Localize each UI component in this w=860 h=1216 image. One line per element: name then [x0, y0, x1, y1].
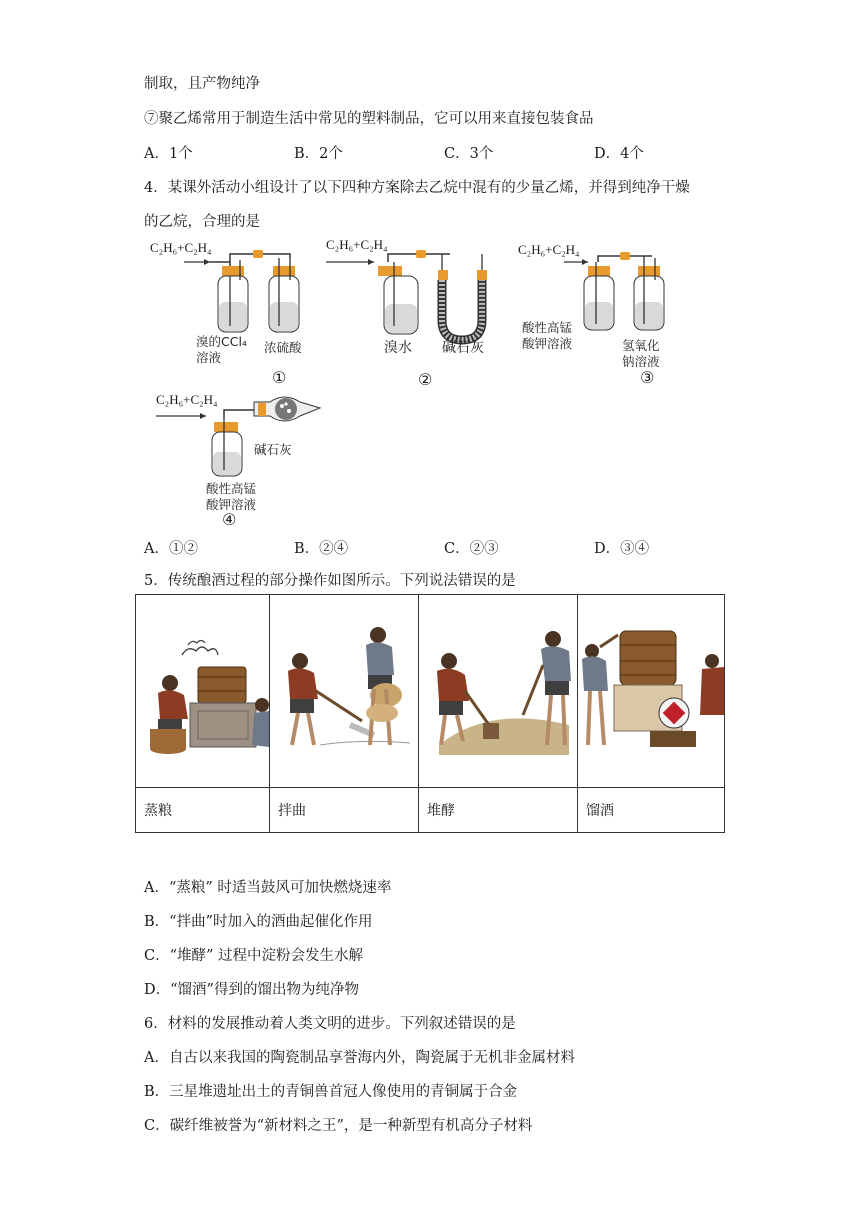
brewing-process-table	[135, 594, 725, 833]
q3-option-d[interactable]: D．4个	[594, 146, 644, 162]
caption-distilling: 馏酒	[578, 788, 725, 833]
gas-formula: C₂H₆+C₂H₄	[326, 237, 388, 252]
setup2-left-label: 溴水	[384, 340, 412, 356]
q4-stem-line1: 4．某课外活动小组设计了以下四种方案除去乙烷中混有的少量乙烯，并得到纯净干燥	[144, 180, 690, 196]
setup4-bottle-label-1: 酸性高锰	[206, 481, 257, 496]
setup3-left-label-2: 酸钾溶液	[522, 336, 573, 351]
piling-ferment-icon	[419, 595, 577, 787]
bottle-and-drying-tube-icon	[150, 394, 330, 484]
mixing-koji-icon	[270, 595, 418, 787]
q3-option-c[interactable]: C．3个	[444, 146, 494, 162]
q5-option-b[interactable]: B．“拌曲”时加入的酒曲起催化作用	[144, 914, 373, 930]
q5-option-c[interactable]: C．“堆酵” 过程中淀粉会发生水解	[144, 948, 364, 964]
setup2-right-label: 碱石灰	[442, 340, 484, 356]
setup2-number: ②	[418, 370, 433, 389]
setup3-right-label-1: 氢氧化	[622, 338, 660, 353]
steaming-illustration	[136, 595, 270, 788]
setup3-number: ③	[640, 368, 655, 387]
setup1-left-label-1: 溴的CCl₄	[196, 334, 247, 349]
q4-stem-line2: 的乙烷，合理的是	[144, 214, 260, 230]
setup1-number: ①	[272, 368, 287, 387]
fermentation-pile-illustration	[419, 595, 578, 788]
setup3-right-label-2: 钠溶液	[622, 354, 660, 369]
gas-formula: C₂H₆+C₂H₄	[518, 242, 580, 257]
caption-piling-ferment: 堆酵	[419, 788, 578, 833]
distilling-illustration	[578, 595, 725, 788]
caption-mixing-koji: 拌曲	[270, 788, 419, 833]
q5-option-a[interactable]: A．“蒸粮” 时适当鼓风可加快燃烧速率	[144, 880, 392, 896]
q3-item-7: ⑦聚乙烯常用于制造生活中常见的塑料制品，它可以用来直接包装食品	[144, 111, 594, 127]
steaming-grain-icon	[136, 595, 269, 787]
q5-stem: 5．传统酿酒过程的部分操作如图所示。下列说法错误的是	[144, 573, 516, 589]
mixing-koji-illustration	[270, 595, 419, 788]
q6-stem: 6．材料的发展推动着人类文明的进步。下列叙述错误的是	[144, 1016, 516, 1032]
q4-option-b[interactable]: B．②④	[294, 541, 349, 557]
gas-formula: C₂H₆+C₂H₄	[150, 240, 212, 255]
q6-option-b[interactable]: B．三星堆遗址出土的青铜兽首冠人像使用的青铜属于合金	[144, 1084, 518, 1100]
setup1-left-label-2: 溶液	[196, 350, 222, 365]
q5-option-d[interactable]: D．“馏酒”得到的馏出物为纯净物	[144, 982, 359, 998]
q6-option-a[interactable]: A．自古以来我国的陶瓷制品享誉海内外，陶瓷属于无机非金属材料	[144, 1050, 575, 1066]
q3-continuation: 制取，且产物纯净	[144, 76, 260, 92]
distilling-liquor-icon	[578, 595, 724, 787]
setup3-left-label-1: 酸性高锰	[522, 320, 573, 335]
setup4-number: ④	[222, 510, 237, 529]
q4-option-d[interactable]: D．③④	[594, 541, 650, 557]
q3-option-a[interactable]: A．1个	[144, 146, 193, 162]
setup4-tube-label: 碱石灰	[254, 442, 292, 457]
q4-option-a[interactable]: A．①②	[144, 541, 198, 557]
q3-option-b[interactable]: B．2个	[294, 146, 343, 162]
q6-option-c[interactable]: C．碳纤维被誉为“新材料之王”，是一种新型有机高分子材料	[144, 1118, 533, 1134]
gas-formula: C₂H₆+C₂H₄	[156, 392, 218, 407]
setup1-right-label: 浓硫酸	[264, 340, 302, 355]
caption-steaming: 蒸粮	[136, 788, 270, 833]
setup4-bottle-label-2: 酸钾溶液	[206, 497, 257, 512]
q4-option-c[interactable]: C．②③	[444, 541, 499, 557]
